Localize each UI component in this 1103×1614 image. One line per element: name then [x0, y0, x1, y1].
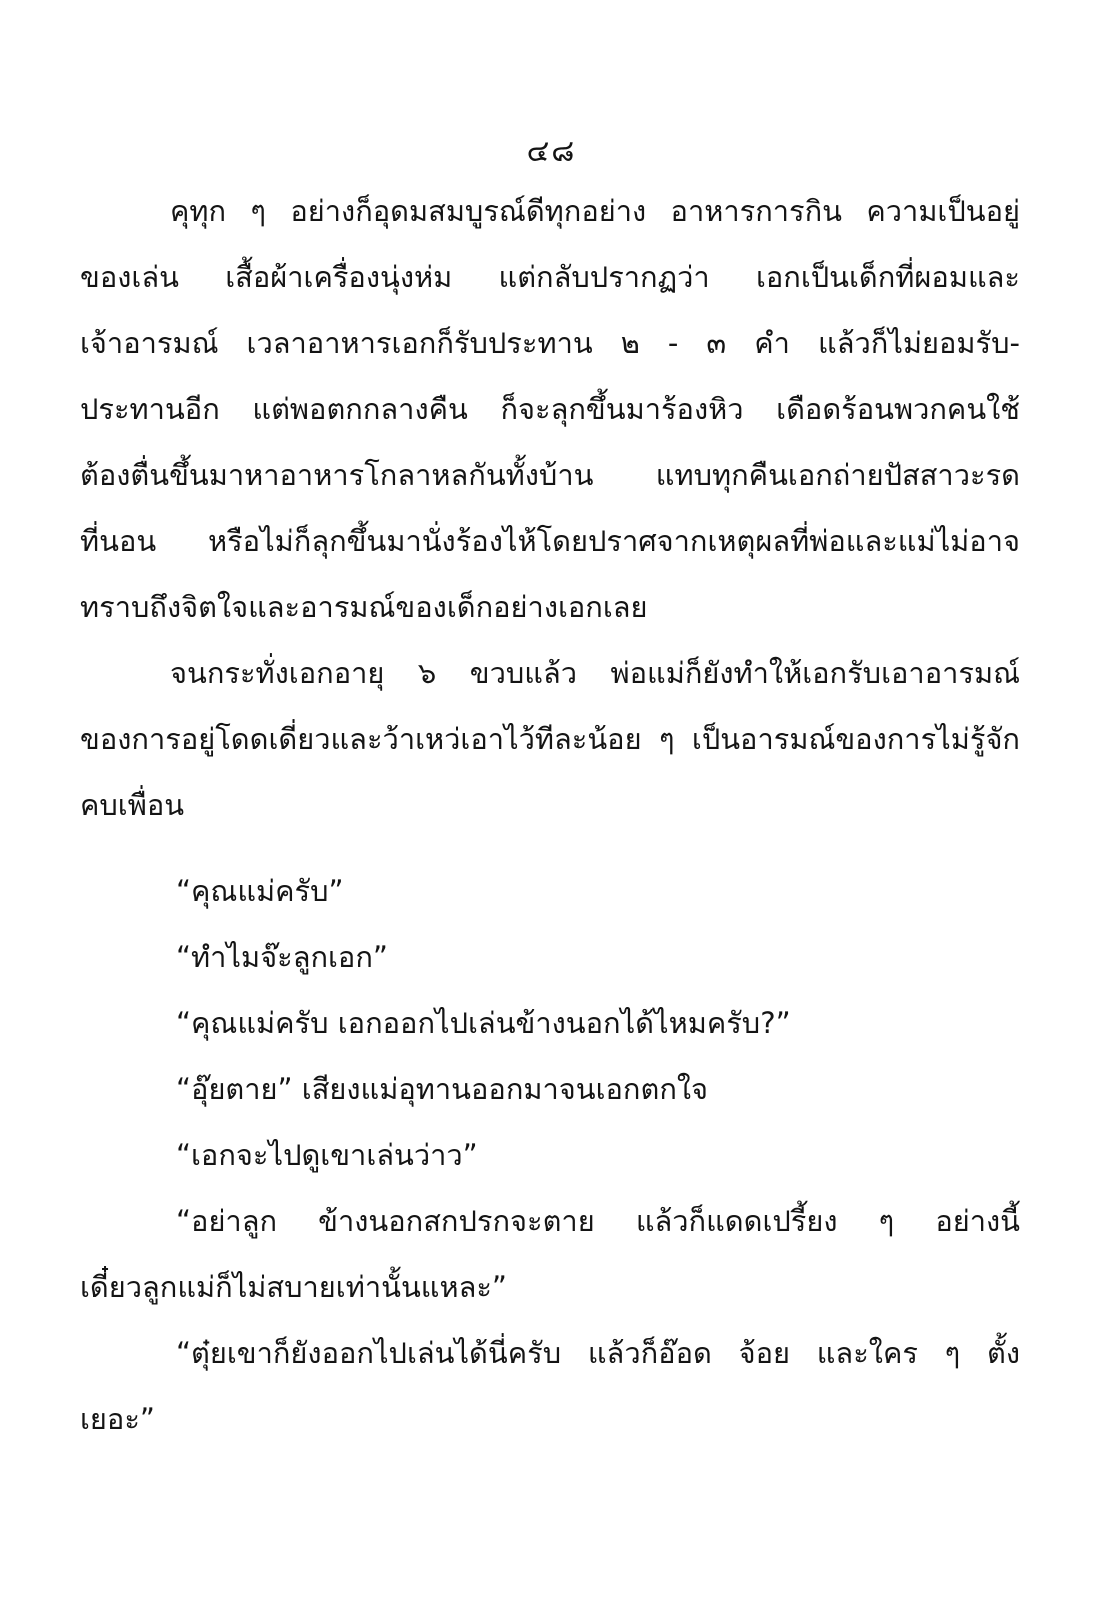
paragraph-line: ของการอยู่โดดเดี่ยวและว้าเหว่เอาไว้ทีละน้อย ๆ เป็นอารมณ์ของการไม่รู้จัก [80, 722, 1020, 756]
paragraph-line: จนกระทั่งเอกอายุ ๖ ขวบแล้ว พ่อแม่ก็ยังทำให้เอกรับเอาอารมณ์ [170, 656, 1020, 690]
paragraph-line: ที่นอน หรือไม่ก็ลุกขึ้นมานั่งร้องไห้โดยปราศจากเหตุผลที่พ่อและแม่ไม่อาจ [80, 524, 1020, 558]
body-text [80, 178, 1020, 1452]
dialogue-line: “อุ๊ยตาย” เสียงแม่อุทานออกมาจนเอกตกใจ [176, 1072, 709, 1106]
paragraph-line: ต้องตื่นขึ้นมาหาอาหารโกลาหลกันทั้งบ้าน แทบทุกคืนเอกถ่ายปัสสาวะรด [80, 458, 1020, 492]
paragraph-line: เจ้าอารมณ์ เวลาอาหารเอกก็รับประทาน ๒ - ๓ คำ แล้วก็ไม่ยอมรับ- [80, 326, 1020, 360]
dialogue-line: “คุณแม่ครับ เอกออกไปเล่นข้างนอกได้ไหมครับ?” [176, 1006, 791, 1040]
page-number: ๔๘ [526, 134, 577, 169]
dialogue-line: “ทำไมจ๊ะลูกเอก” [176, 940, 388, 974]
dialogue-line: เยอะ” [80, 1402, 155, 1436]
dialogue-line: “อย่าลูก ข้างนอกสกปรกจะตาย แล้วก็แดดเปรี้ยง ๆ อย่างนี้ [176, 1204, 1020, 1238]
paragraph-line: คบเพื่อน [80, 788, 185, 822]
dialogue-line: “คุณแม่ครับ” [176, 874, 344, 908]
paragraph-line: ประทานอีก แต่พอตกกลางคืน ก็จะลุกขึ้นมาร้องหิว เดือดร้อนพวกคนใช้ [80, 392, 1020, 426]
dialogue-line: “เอกจะไปดูเขาเล่นว่าว” [176, 1138, 478, 1172]
paragraph-line: คุทุก ๆ อย่างก็อุดมสมบูรณ์ดีทุกอย่าง อาหารการกิน ความเป็นอยู่ [170, 194, 1020, 228]
dialogue-line: เดี๋ยวลูกแม่ก็ไม่สบายเท่านั้นแหละ” [80, 1270, 507, 1304]
dialogue-line: “ตุ๋ยเขาก็ยังออกไปเล่นได้นี่ครับ แล้วก็อ๊อด จ้อย และใคร ๆ ตั้ง [176, 1336, 1020, 1370]
paragraph-line: ของเล่น เสื้อผ้าเครื่องนุ่งห่ม แต่กลับปรากฏว่า เอกเป็นเด็กที่ผอมและ [80, 260, 1020, 294]
paragraph-line: ทราบถึงจิตใจและอารมณ์ของเด็กอย่างเอกเลย [80, 590, 648, 624]
